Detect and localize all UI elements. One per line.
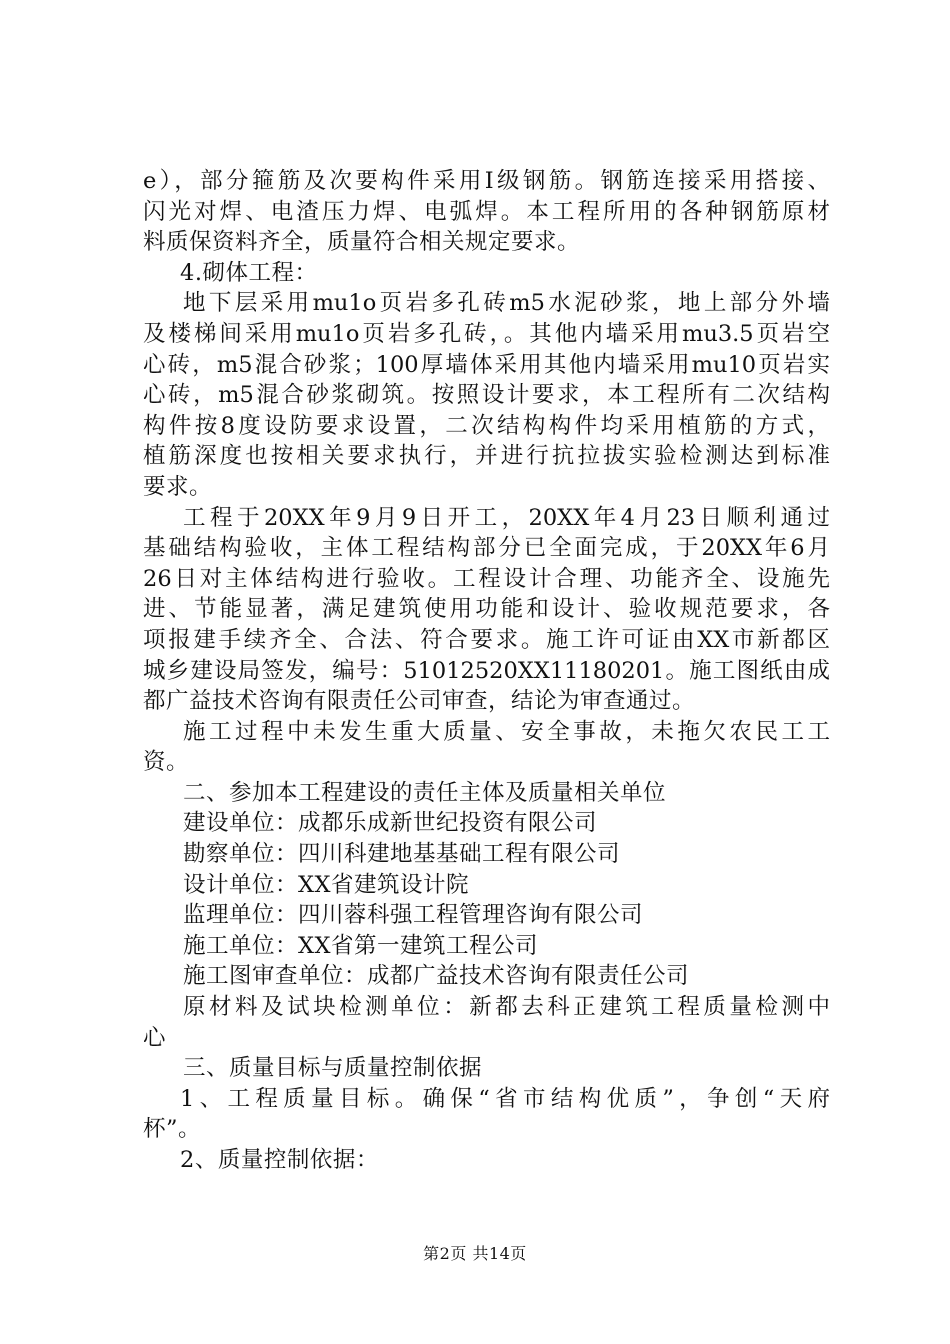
body-line: 2、质量控制依据： <box>180 1147 379 1173</box>
unit-line: 设计单位：XX省建筑设计院 <box>183 871 470 898</box>
unit-line: 监理单位：四川蓉科强工程管理咨询有限公司 <box>183 902 644 929</box>
body-line: 1、工程质量目标。确保“省市结构优质”，争创“天府 <box>180 1085 830 1112</box>
body-line: 工程于20XX年9月9日开工，20XX年4月23日顺利通过 <box>183 504 830 531</box>
unit-line: 施工图审查单位：成都广益技术咨询有限责任公司 <box>183 963 690 990</box>
body-line: 心砖，m5混合砂浆；100厚墙体采用其他内墙采用mu10页岩实 <box>143 351 830 378</box>
body-line: 26日对主体结构进行验收。工程设计合理、功能齐全、设施先 <box>143 565 830 592</box>
body-line: 施工过程中未发生重大质量、安全事故，未拖欠农民工工 <box>183 718 830 745</box>
page-footer: 第2页 共14页 <box>423 1244 527 1263</box>
section-heading: 三、质量目标与质量控制依据 <box>183 1055 483 1082</box>
page-body <box>143 166 830 1176</box>
unit-line: 原材料及试块检测单位：新都去科正建筑工程质量检测中 <box>183 994 830 1021</box>
body-line: 杯”。 <box>143 1116 202 1143</box>
body-line: 地下层采用mu1o页岩多孔砖m5水泥砂浆，地上部分外墙 <box>183 290 830 317</box>
body-line: 构件按8度设防要求设置，二次结构构件均采用植筋的方式， <box>143 412 830 439</box>
section-heading: 4.砌体工程： <box>180 259 318 286</box>
body-line: 料质保资料齐全，质量符合相关规定要求。 <box>143 229 581 256</box>
body-line: 心砖，m5混合砂浆砌筑。按照设计要求，本工程所有二次结构 <box>143 382 830 409</box>
body-line: 要求。 <box>143 473 213 500</box>
body-line: 资。 <box>143 749 190 776</box>
body-line: 心 <box>143 1024 167 1051</box>
body-line: 植筋深度也按相关要求执行，并进行抗拉拔实验检测达到标准 <box>143 443 830 470</box>
body-line: 项报建手续齐全、合法、符合要求。施工许可证由XX市新都区 <box>143 626 830 653</box>
unit-line: 勘察单位：四川科建地基基础工程有限公司 <box>183 841 621 868</box>
body-line: 都广益技术咨询有限责任公司审查，结论为审查通过。 <box>143 688 696 715</box>
body-line: 城乡建设局签发，编号：51012520XX11180201。施工图纸由成 <box>143 657 830 684</box>
unit-line: 建设单位：成都乐成新世纪投资有限公司 <box>183 810 598 837</box>
body-line: 基础结构验收，主体工程结构部分已全面完成，于20XX年6月 <box>143 535 830 562</box>
body-line: 及楼梯间采用mu1o页岩多孔砖，。其他内墙采用mu3.5页岩空 <box>143 320 830 347</box>
body-line: 闪光对焊、电渣压力焊、电弧焊。本工程所用的各种钢筋原材 <box>143 198 830 225</box>
section-heading: 二、参加本工程建设的责任主体及质量相关单位 <box>183 779 667 806</box>
unit-line: 施工单位：XX省第一建筑工程公司 <box>183 932 539 959</box>
body-line: e），部分箍筋及次要构件采用Ⅰ级钢筋。钢筋连接采用搭接、 <box>143 168 830 194</box>
body-line: 进、节能显著，满足建筑使用功能和设计、验收规范要求，各 <box>143 596 830 623</box>
